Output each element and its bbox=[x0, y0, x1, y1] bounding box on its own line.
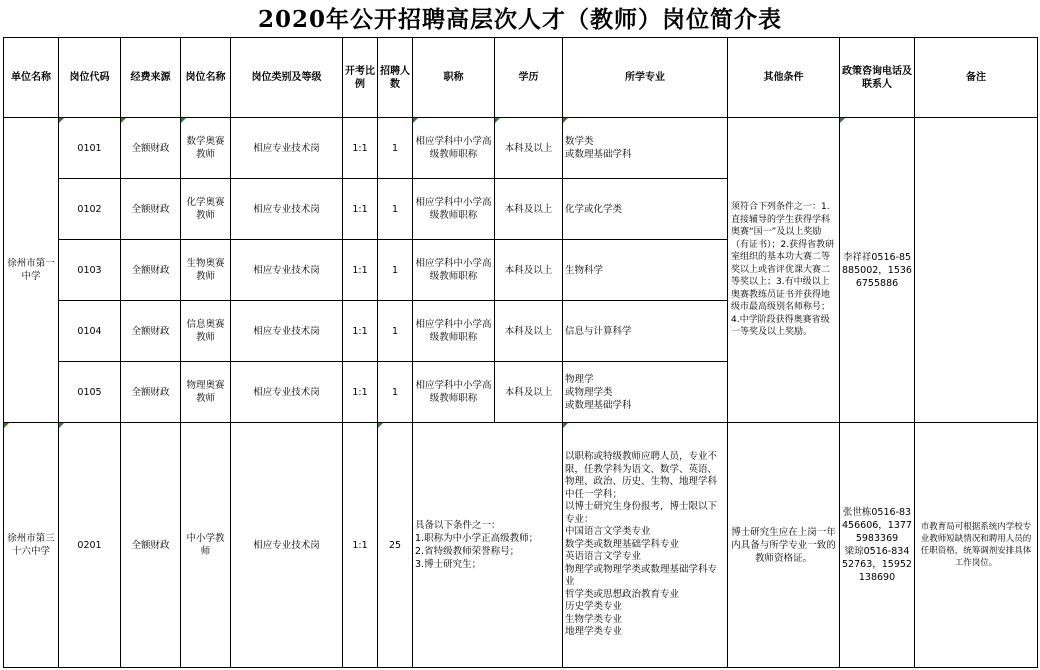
ratio-cell: 1:1 bbox=[343, 301, 378, 362]
header-major: 所学专业 bbox=[563, 38, 728, 118]
code-cell: 0101 bbox=[59, 118, 121, 179]
category-cell: 相应专业技术岗 bbox=[231, 362, 343, 423]
header-category: 岗位类别及等级 bbox=[231, 38, 343, 118]
unit-cell: 徐州市第一中学 bbox=[4, 118, 59, 423]
job-table bbox=[3, 37, 1038, 668]
major-cell: 数学类 或数理基础学科 bbox=[563, 118, 728, 179]
category-cell: 相应专业技术岗 bbox=[231, 301, 343, 362]
header-row bbox=[4, 38, 1038, 118]
title-req-cell: 相应学科中小学高级教师职称 bbox=[413, 240, 495, 301]
code-cell: 0201 bbox=[59, 423, 121, 668]
funding-cell: 全额财政 bbox=[121, 240, 181, 301]
category-cell: 相应专业技术岗 bbox=[231, 179, 343, 240]
edu-cell: 本科及以上 bbox=[495, 301, 563, 362]
funding-cell: 全额财政 bbox=[121, 118, 181, 179]
funding-cell: 全额财政 bbox=[121, 423, 181, 668]
funding-cell: 全额财政 bbox=[121, 179, 181, 240]
title-req-cell: 相应学科中小学高级教师职称 bbox=[413, 362, 495, 423]
category-cell: 相应专业技术岗 bbox=[231, 423, 343, 668]
major-cell: 信息与计算科学 bbox=[563, 301, 728, 362]
header-count: 招聘人数 bbox=[378, 38, 413, 118]
header-unit: 单位名称 bbox=[4, 38, 59, 118]
unit-cell: 徐州市第三十六中学 bbox=[4, 423, 59, 668]
header-ratio: 开考比例 bbox=[343, 38, 378, 118]
count-cell: 1 bbox=[378, 362, 413, 423]
ratio-cell: 1:1 bbox=[343, 118, 378, 179]
major-cell: 以职称或特级教师应聘人员，专业不限，任教学科为语文、数学、英语、物理、政治、历史、生物、地理学科中任一学科； 以博士研究生身份报考，博士限以下专业： 中国语言文学类专业 数学类或数理基础学科专业 英语语言文学专业 物理学或物理学类或数理基础学科专业 哲学类或思想政治教育专业 历史学类专业 生物学类专业 地理学类专业 bbox=[563, 423, 728, 668]
other-conditions-cell: 须符合下列条件之一：1.直接辅导的学生获得学科奥赛“国一”及以上奖励（有证书）；2.获得省教研室组织的基本功大赛二等奖以上或省评优课大赛二等奖以上；3.有中级以上奥赛教练员证书并获得地级市最高级别名师称号；4.中学阶段获得奥赛省级一等奖及以上奖励。 bbox=[728, 118, 840, 423]
other-conditions-cell: 博士研究生应在上岗一年内具备与所学专业一致的教师资格证。 bbox=[728, 423, 840, 668]
ratio-cell: 1:1 bbox=[343, 362, 378, 423]
ratio-cell: 1:1 bbox=[343, 423, 378, 668]
post-cell: 物理奥赛教师 bbox=[181, 362, 231, 423]
count-cell: 1 bbox=[378, 301, 413, 362]
header-title-req: 职称 bbox=[413, 38, 495, 118]
post-cell: 数学奥赛教师 bbox=[181, 118, 231, 179]
header-contact: 政策咨询电话及联系人 bbox=[840, 38, 915, 118]
post-cell: 信息奥赛教师 bbox=[181, 301, 231, 362]
funding-cell: 全额财政 bbox=[121, 301, 181, 362]
category-cell: 相应专业技术岗 bbox=[231, 118, 343, 179]
count-cell: 1 bbox=[378, 179, 413, 240]
title-req-cell: 具备以下条件之一： 1.职称为中小学正高级教师； 2.省特级教师荣誉称号； 3.博士研究生； bbox=[413, 423, 563, 668]
count-cell: 1 bbox=[378, 118, 413, 179]
title-req-cell: 相应学科中小学高级教师职称 bbox=[413, 301, 495, 362]
code-cell: 0102 bbox=[59, 179, 121, 240]
ratio-cell: 1:1 bbox=[343, 240, 378, 301]
table-row bbox=[4, 118, 1038, 179]
header-remark: 备注 bbox=[915, 38, 1038, 118]
page-title: 2020年公开招聘高层次人才（教师）岗位简介表 bbox=[257, 6, 782, 33]
major-cell: 化学或化学类 bbox=[563, 179, 728, 240]
major-cell: 物理学 或物理学类 或数理基础学科 bbox=[563, 362, 728, 423]
header-other: 其他条件 bbox=[728, 38, 840, 118]
title-req-cell: 相应学科中小学高级教师职称 bbox=[413, 179, 495, 240]
count-cell: 1 bbox=[378, 240, 413, 301]
post-cell: 中小学教师 bbox=[181, 423, 231, 668]
header-post-name: 岗位名称 bbox=[181, 38, 231, 118]
edu-cell: 本科及以上 bbox=[495, 362, 563, 423]
post-cell: 生物奥赛教师 bbox=[181, 240, 231, 301]
major-cell: 生物科学 bbox=[563, 240, 728, 301]
title-req-cell: 相应学科中小学高级教师职称 bbox=[413, 118, 495, 179]
count-cell: 25 bbox=[378, 423, 413, 668]
remark-cell: 市教育局可根据系统内学校专业教师短缺情况和聘用人员的任职资格，统筹调剂安排具体工作岗位。 bbox=[915, 423, 1038, 668]
edu-cell: 本科及以上 bbox=[495, 179, 563, 240]
table-row bbox=[4, 423, 1038, 668]
contact-cell: 李祥祥0516-85885002，15366755886 bbox=[840, 118, 915, 423]
header-funding: 经费来源 bbox=[121, 38, 181, 118]
category-cell: 相应专业技术岗 bbox=[231, 240, 343, 301]
edu-cell: 本科及以上 bbox=[495, 240, 563, 301]
contact-cell: 张世栋0516-83456606，13775983369 梁琼0516-83452763，15952138690 bbox=[840, 423, 915, 668]
funding-cell: 全额财政 bbox=[121, 362, 181, 423]
ratio-cell: 1:1 bbox=[343, 179, 378, 240]
edu-cell: 本科及以上 bbox=[495, 118, 563, 179]
code-cell: 0103 bbox=[59, 240, 121, 301]
code-cell: 0104 bbox=[59, 301, 121, 362]
code-cell: 0105 bbox=[59, 362, 121, 423]
header-edu: 学历 bbox=[495, 38, 563, 118]
post-cell: 化学奥赛教师 bbox=[181, 179, 231, 240]
remark-cell bbox=[915, 118, 1038, 423]
header-code: 岗位代码 bbox=[59, 38, 121, 118]
